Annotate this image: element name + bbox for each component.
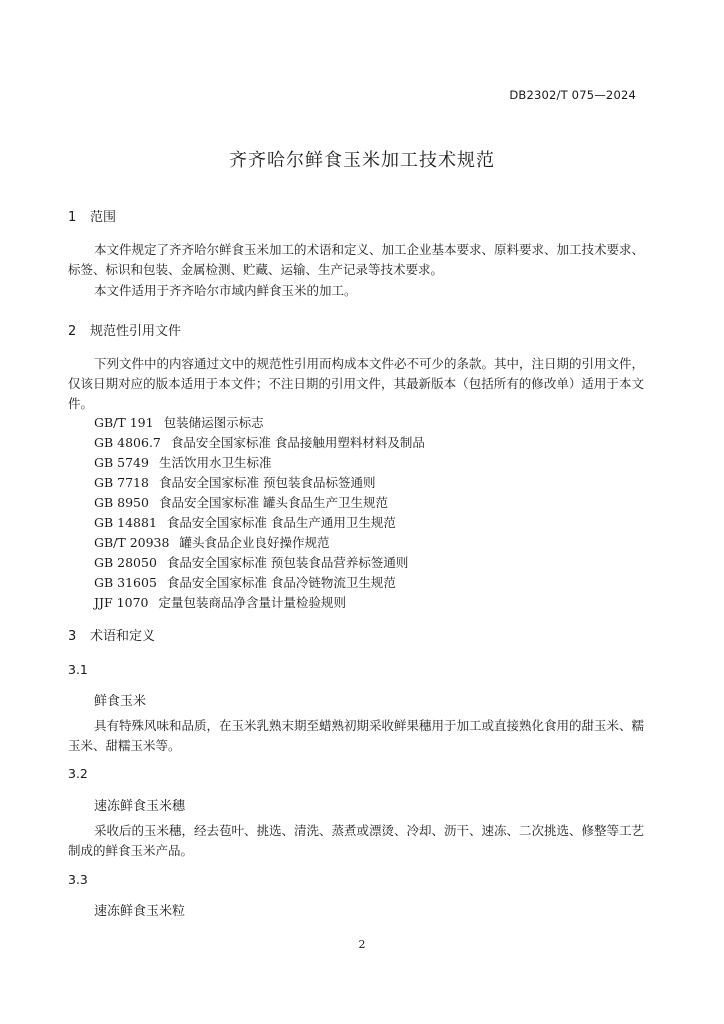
- term-name: 速冻鲜食玉米穗: [94, 799, 186, 814]
- section-number: 1: [68, 210, 77, 225]
- term-number: 3.3: [68, 872, 88, 887]
- page-number: 2: [358, 938, 366, 951]
- reference-item: GB/T 20938 罐头食品企业良好操作规范: [94, 535, 330, 550]
- paragraph: 本文件规定了齐齐哈尔鲜食玉米加工的术语和定义、加工企业基本要求、原料要求、加工技术要求、标签、标识和包装、金属检测、贮藏、运输、生产记录等技术要求。: [68, 242, 645, 277]
- term-number: 3.1: [68, 662, 88, 677]
- section-heading-1: [68, 206, 116, 225]
- section-number: 3: [68, 629, 77, 644]
- reference-item: GB/T 191 包装储运图示标志: [94, 415, 264, 430]
- term-name: 速冻鲜食玉米粒: [94, 904, 186, 919]
- term-definition: 采收后的玉米穗，经去苞叶、挑选、清洗、蒸煮或漂烫、冷却、沥干、速冻、二次挑选、修整等工艺制成的鲜食玉米产品。: [68, 823, 645, 858]
- term-number: 3.2: [68, 766, 88, 781]
- term-definition: 具有特殊风味和品质，在玉米乳熟末期至蜡熟初期采收鲜果穗用于加工或直接熟化食用的甜玉米、糯玉米、甜糯玉米等。: [68, 718, 645, 753]
- reference-item: GB 31605 食品安全国家标准 食品冷链物流卫生规范: [94, 575, 396, 590]
- reference-item: GB 5749 生活饮用水卫生标准: [94, 455, 272, 470]
- reference-item: GB 7718 食品安全国家标准 预包装食品标签通则: [94, 475, 376, 490]
- term-name: 鲜食玉米: [94, 694, 147, 709]
- document-title: 齐齐哈尔鲜食玉米加工技术规范: [229, 150, 495, 171]
- reference-item: JJF 1070 定量包装商品净含量计量检验规则: [94, 595, 346, 610]
- section-number: 2: [68, 324, 77, 339]
- section-heading-3: [68, 625, 155, 644]
- reference-item: GB 28050 食品安全国家标准 预包装食品营养标签通则: [94, 555, 409, 570]
- reference-item: GB 8950 食品安全国家标准 罐头食品生产卫生规范: [94, 495, 388, 510]
- standard-code: DB2302/T 075—2024: [509, 88, 636, 102]
- section-title: 范围: [90, 210, 117, 225]
- section-title: 规范性引用文件: [90, 324, 182, 339]
- reference-item: GB 14881 食品安全国家标准 食品生产通用卫生规范: [94, 515, 396, 530]
- paragraph: 下列文件中的内容通过文中的规范性引用而构成本文件必不可少的条款。其中，注日期的引用文件，仅该日期对应的版本适用于本文件；不注日期的引用文件，其最新版本（包括所有的修改单）适用于本文件。: [68, 356, 645, 411]
- paragraph: 本文件适用于齐齐哈尔市域内鲜食玉米的加工。: [94, 283, 357, 298]
- reference-item: GB 4806.7 食品安全国家标准 食品接触用塑料材料及制品: [94, 435, 425, 450]
- section-title: 术语和定义: [90, 629, 156, 644]
- section-heading-2: [68, 320, 181, 339]
